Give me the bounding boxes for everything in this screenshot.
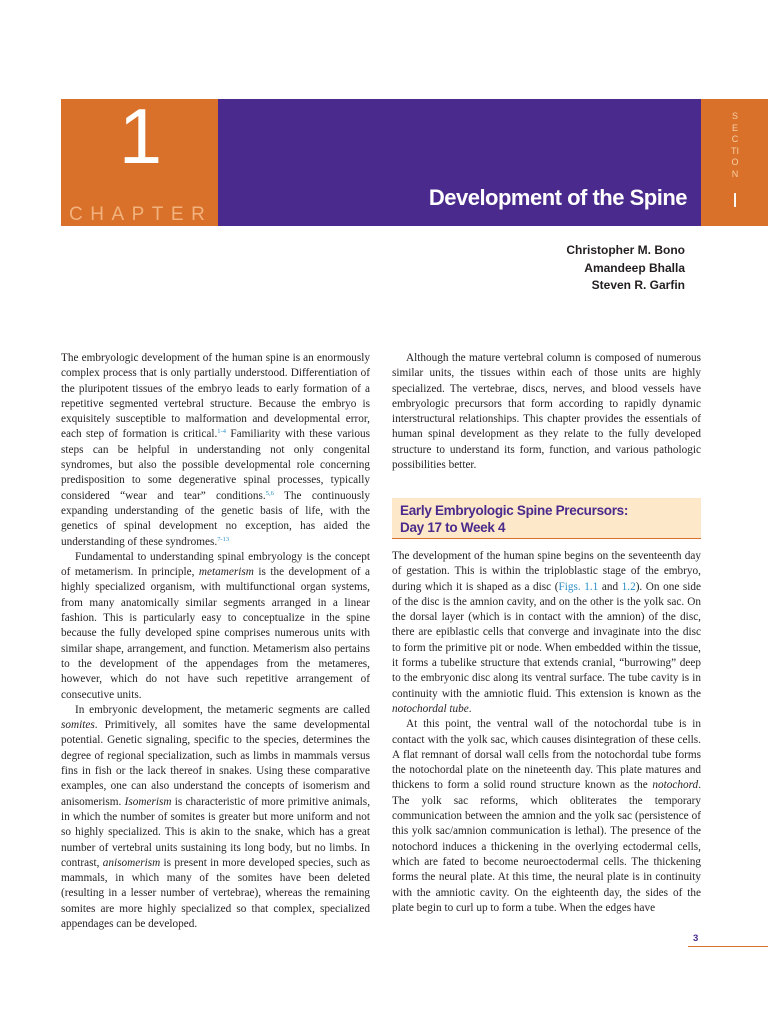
intro-paragraph-2: Fundamental to understanding spinal embryology is the concept of metamerism. In principle, metamerism is the development of a highly specialized organism, with multifunctional organ systems, from many anatomically similar segments arranged in a linear fashion. This is particularly easy to conceptualize in the spine because the fully developed spine comprises numerous units with similar shape, arrangement, and function. Metamerism also pertains to the development of the appendages from the metameres, however, which do not have such repetitive arrangement of consecutive units. [61, 550, 370, 701]
page-number: 3 [693, 933, 699, 944]
chapter-title-box [218, 99, 701, 226]
section-label: SECTION [731, 111, 739, 179]
section-heading [392, 498, 701, 539]
reference-link[interactable]: 1-4 [217, 428, 226, 436]
left-column [61, 351, 370, 932]
author-list [566, 242, 685, 295]
chapter-title: Development of the Spine [428, 185, 687, 210]
section-heading-line: Early Embryologic Spine Precursors: [400, 503, 629, 518]
chapter-number-box [61, 92, 218, 226]
intro-paragraph-1: The embryologic development of the human spine is an enormously complex process that is only partially understood. Differentiation of the pluripotent tissues of the embryo leads to early formation of a repetitive segmented vertebral structure. Because the embryo is exquisitely susceptible to malformation and developmental error, each step of formation is critical.$^{1-4}$ Familiarity with these various steps can be helpful in understanding not only congenital syndromes, but also the possible developmental role concerning predisposition to some degenerative spinal processes, typically considered “wear and tear” conditions.$^{5,6}$ The continuously expanding understanding of the genetic basis of life, with the genetics of spinal development no exception, has aided the understanding of these syndromes.$^{7-13}$ [61, 352, 370, 548]
reference-link[interactable]: 7-13 [217, 535, 230, 543]
right-column-body [392, 549, 701, 916]
figure-link[interactable]: Figs. 1.1 [558, 580, 599, 593]
figure-link[interactable]: 1.2 [621, 580, 636, 593]
author-name: Christopher M. Bono [566, 243, 685, 257]
author-name: Amandeep Bhalla [584, 260, 685, 275]
right-column-intro [392, 351, 701, 473]
section-heading-line: Day 17 to Week 4 [400, 520, 506, 535]
body-paragraph-1: The development of the human spine begins on the seventeenth day of gestation. This is within the triploblastic stage of the embryo, during which it is shaped as a disc (Figs. 1.1 and 1.2). On one side of the disc is the amnion cavity, and on the other is the yolk sac. On the dorsal layer (which is in contact with the amnion) of the disc, there are epiblastic cells that converge and invaginate into the disc to form the primitive pit or node. When embedded within the tissue, it forms a tubelike structure that extends cranial, “burrowing” deep to the embryonic disc along its ventral surface. The tube cavity is in continuity with the amniotic fluid. This extension is known as the notochordal tube. [392, 550, 701, 715]
section-tab [701, 99, 768, 226]
reference-link[interactable]: 5,6 [265, 489, 274, 497]
body-paragraph-2: At this point, the ventral wall of the notochordal tube is in contact with the yolk sac, which causes disintegration of these cells. A flat remnant of dorsal wall cells from the notochordal tube forms the notochordal plate on the nineteenth day. This plate matures and thickens to form a solid round structure known as the notochord. The yolk sac reforms, which obliterates the temporary communication between the amnion and the yolk sac (persistence of this yolk sac/amnion communication is lethal). The presence of the notochord induces a thickening in the overlying ectodermal cells, which are fated to become neuroectodermal cells. The thickening forms the neural plate. At this time, the neural plate is in continuity with the amniotic cavity. On the eighteenth day, the sides of the plate begin to curl up to form a tube. When the edges have [392, 718, 701, 914]
section-numeral: I [732, 190, 738, 212]
author-name: Steven R. Garfin [591, 278, 685, 292]
intro-paragraph-3: In embryonic development, the metameric segments are called somites. Primitively, all somites have the same developmental potential. Genetic signaling, specific to the species, determines the degree of regional specialization, such as limbs in mammals versus fins in fish or the lack thereof in snakes. Using these comparative examples, one can also understand the concepts of isomerism and anisomerism. Isomerism is characteristic of more primitive animals, in which the number of somites is greater but more uniform and not so highly specialized. This is akin to the snake, which has a great number of vertebral units sustaining its long body, but no limbs. In contrast, anisomerism is present in more developed species, such as mammals, in which many of the somites have been deleted (resulting in a lesser number of vertebrae), whereas the remaining somites are more highly specialized so that complex, specialized appendages can be developed. [61, 703, 371, 930]
intro-paragraph-4: Although the mature vertebral column is composed of numerous similar units, the tissues within each of those units are highly specialized. The vertebrae, discs, nerves, and blood vessels have embryologic precursors that form according to rapidly dynamic interstructural relationships. This chapter provides the essentials of human spinal development as they relate to the fully developed structure to understand its form, function, and various pathologic possibilities better. [392, 352, 701, 472]
chapter-number: 1 [118, 92, 161, 180]
page-rule [688, 946, 768, 947]
chapter-label: CHAPTER [69, 204, 213, 225]
